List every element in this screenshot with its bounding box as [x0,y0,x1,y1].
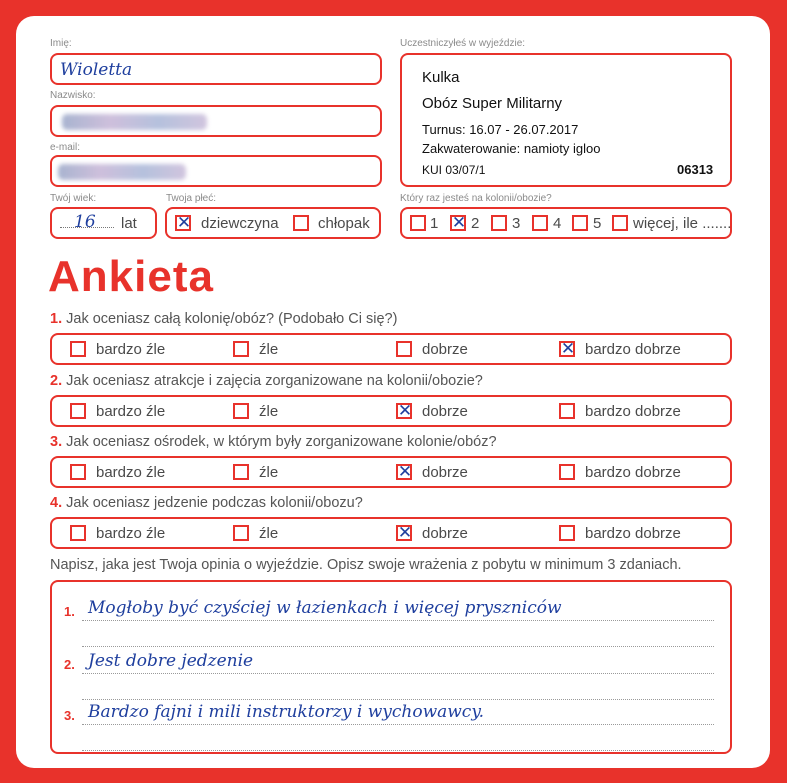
trip-accommodation: Zakwaterowanie: namioty igloo [422,141,601,156]
question-3-text [50,434,497,450]
email-label: e-mail: [50,142,81,153]
gender-girl-checkbox[interactable] [175,215,191,231]
form-card [16,16,770,768]
question-label: Jak oceniasz ośrodek, w którym były zorganizowane kolonie/obóz? [66,434,497,450]
redacted-email [58,164,186,180]
rating-checkbox[interactable] [233,341,249,357]
question-label: Jak oceniasz atrakcje i zajęcia zorganizowane na kolonii/obozie? [66,373,483,389]
trip-info-box [400,53,732,187]
question-number: 2. [50,373,63,389]
check-x-icon: ✕ [451,213,467,233]
rating-checkbox[interactable] [559,341,575,357]
age-label: Twój wiek: [50,193,97,204]
trip-camp: Kulka [422,69,460,86]
question-label: Jak oceniasz jedzenie podczas kolonii/obozu? [66,495,363,511]
trip-code: KUI 03/07/1 [422,163,486,177]
first-name-label: Imię: [50,38,72,49]
rating-option-label: dobrze [422,403,468,420]
trip-turnus: Turnus: 16.07 - 26.07.2017 [422,122,579,137]
times-3-checkbox[interactable] [491,215,507,231]
times-field [400,207,732,239]
rating-option-label: dobrze [422,341,468,358]
rating-checkbox[interactable] [559,525,575,541]
question-2-options [50,395,732,427]
rating-checkbox[interactable] [233,525,249,541]
rating-checkbox[interactable] [396,525,412,541]
times-label: Który raz jesteś na kolonii/obozie? [400,193,552,204]
trip-program: Obóz Super Militarny [422,95,563,112]
times-2-checkbox[interactable] [450,215,466,231]
rating-option-label: źle [259,403,279,420]
check-x-icon: ✕ [397,401,413,421]
last-name-field[interactable] [50,105,382,137]
times-5-label: 5 [593,215,602,232]
rating-checkbox[interactable] [70,525,86,541]
times-4-label: 4 [553,215,562,232]
question-4-text [50,495,363,511]
rating-checkbox[interactable] [70,464,86,480]
rating-option-label: bardzo źle [96,341,166,358]
gender-boy-label: chłopak [318,215,370,232]
rating-checkbox[interactable] [559,403,575,419]
question-4-options [50,517,732,549]
age-value: 16 [74,212,96,232]
times-1-label: 1 [430,215,439,232]
rating-option-label: bardzo źle [96,464,166,481]
rating-option-label: bardzo dobrze [585,341,681,358]
answer-dotted-line [82,699,714,700]
gender-boy-checkbox[interactable] [293,215,309,231]
times-5-checkbox[interactable] [572,215,588,231]
rating-checkbox[interactable] [70,403,86,419]
first-name-field[interactable] [50,53,382,85]
question-2-text [50,373,483,389]
rating-option-label: źle [259,341,279,358]
rating-checkbox[interactable] [233,403,249,419]
rating-checkbox[interactable] [396,464,412,480]
survey-title: Ankieta [48,252,214,301]
rating-option-label: bardzo dobrze [585,525,681,542]
rating-option-label: bardzo dobrze [585,464,681,481]
times-2-label: 2 [471,215,480,232]
times-more-label: więcej, ile ....... [633,215,732,232]
rating-checkbox[interactable] [559,464,575,480]
times-1-checkbox[interactable] [410,215,426,231]
times-more-checkbox[interactable] [612,215,628,231]
check-x-icon: ✕ [176,213,192,233]
answer-dotted-line [82,673,714,674]
rating-option-label: źle [259,464,279,481]
rating-option-label: dobrze [422,525,468,542]
last-name-label: Nazwisko: [50,90,96,101]
trip-label: Uczestniczyłeś w wyjeździe: [400,38,526,49]
gender-girl-label: dziewczyna [201,215,279,232]
answer-dotted-line [82,620,714,621]
times-4-checkbox[interactable] [532,215,548,231]
question-3-options [50,456,732,488]
gender-field [165,207,381,239]
rating-option-label: bardzo dobrze [585,403,681,420]
question-label: Jak oceniasz całą kolonię/obóz? (Podobało Ci się?) [66,311,398,327]
check-x-icon: ✕ [397,523,413,543]
rating-option-label: źle [259,525,279,542]
check-x-icon: ✕ [397,462,413,482]
question-1-options [50,333,732,365]
answer-dotted-line [82,646,714,647]
rating-checkbox[interactable] [396,341,412,357]
answer-dotted-line [82,724,714,725]
rating-option-label: bardzo źle [96,525,166,542]
check-x-icon: ✕ [560,339,576,359]
first-name-value: Wioletta [60,60,133,80]
opinion-prompt: Napisz, jaka jest Twoja opinia o wyjeździe. Opisz swoje wrażenia z pobytu w minimum 3 zdaniach. [50,557,682,573]
question-number: 3. [50,434,63,450]
answer-number: 1. [64,604,75,619]
rating-option-label: dobrze [422,464,468,481]
email-field[interactable] [50,155,382,187]
answer-text: Bardzo fajni i mili instruktorzy i wychowawcy. [88,702,485,722]
times-3-label: 3 [512,215,521,232]
trip-number: 06313 [677,162,714,177]
question-number: 1. [50,311,63,327]
answer-number: 2. [64,657,75,672]
rating-checkbox[interactable] [70,341,86,357]
rating-option-label: bardzo źle [96,403,166,420]
question-1-text [50,311,397,327]
answer-text: Mogłoby być czyściej w łazienkach i więcej pryszniców [88,598,562,618]
answer-dotted-line [82,750,714,751]
rating-checkbox[interactable] [396,403,412,419]
answer-text: Jest dobre jedzenie [88,651,254,671]
redacted-last-name [62,114,207,130]
rating-checkbox[interactable] [233,464,249,480]
gender-label: Twoja płeć: [166,193,217,204]
answer-number: 3. [64,708,75,723]
question-number: 4. [50,495,63,511]
age-field[interactable] [50,207,157,239]
age-unit: lat [121,215,137,232]
